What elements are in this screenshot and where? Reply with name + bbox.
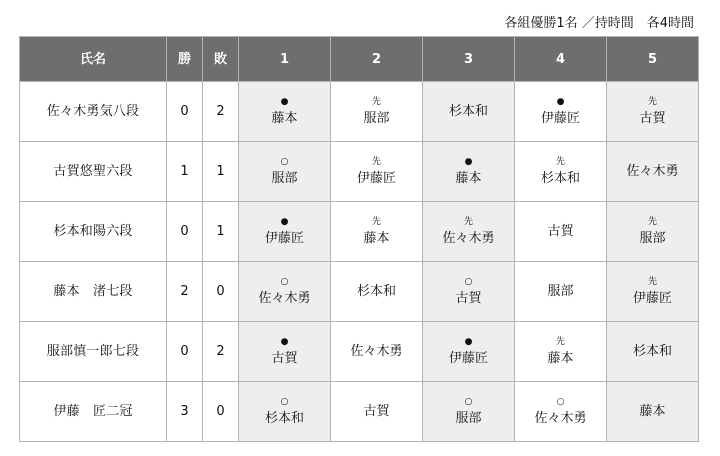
game-cell bbox=[239, 202, 331, 262]
game-mark: ○ bbox=[464, 276, 473, 287]
player-wins: 0 bbox=[167, 322, 203, 382]
player-losses: 0 bbox=[203, 382, 239, 442]
player-name: 藤本 渚七段 bbox=[20, 262, 167, 322]
game-opponent: 古賀 bbox=[271, 350, 298, 366]
game-opponent: 佐々木勇 bbox=[350, 344, 403, 359]
header-round-4: 4 bbox=[515, 37, 607, 82]
game-opponent: 古賀 bbox=[639, 110, 666, 126]
game-opponent: 杉本和 bbox=[448, 104, 488, 119]
game-cell bbox=[607, 262, 699, 322]
game-cell bbox=[239, 142, 331, 202]
game-opponent: 藤本 bbox=[271, 110, 298, 126]
game-cell bbox=[607, 202, 699, 262]
player-wins: 0 bbox=[167, 202, 203, 262]
player-wins: 0 bbox=[167, 82, 203, 142]
league-table bbox=[19, 36, 699, 442]
game-cell bbox=[515, 142, 607, 202]
game-cell bbox=[239, 82, 331, 142]
game-mark: 先 bbox=[555, 336, 565, 347]
game-opponent: 佐々木勇 bbox=[626, 164, 679, 179]
game-cell bbox=[515, 262, 607, 322]
table-row bbox=[20, 202, 699, 262]
game-opponent: 服部 bbox=[455, 410, 482, 426]
game-cell bbox=[423, 142, 515, 202]
game-opponent: 佐々木勇 bbox=[442, 230, 495, 246]
player-name: 佐々木勇気八段 bbox=[20, 82, 167, 142]
game-opponent: 藤本 bbox=[455, 170, 482, 186]
game-cell bbox=[423, 322, 515, 382]
game-opponent: 伊藤匠 bbox=[264, 230, 304, 246]
game-mark: ● bbox=[280, 336, 289, 347]
game-mark: 先 bbox=[647, 276, 657, 287]
game-cell bbox=[423, 82, 515, 142]
table-row bbox=[20, 382, 699, 442]
game-opponent: 伊藤匠 bbox=[632, 290, 672, 306]
game-cell bbox=[607, 142, 699, 202]
game-opponent: 古賀 bbox=[363, 404, 390, 419]
player-losses: 0 bbox=[203, 262, 239, 322]
table-row bbox=[20, 322, 699, 382]
header-wins: 勝 bbox=[167, 37, 203, 82]
player-name: 伊藤 匠二冠 bbox=[20, 382, 167, 442]
game-mark: 先 bbox=[371, 156, 381, 167]
game-mark: 先 bbox=[647, 96, 657, 107]
game-opponent: 藤本 bbox=[639, 404, 666, 419]
game-mark: ○ bbox=[280, 276, 289, 287]
game-opponent: 藤本 bbox=[547, 350, 574, 366]
game-cell bbox=[331, 142, 423, 202]
game-mark: 先 bbox=[647, 216, 657, 227]
game-cell bbox=[423, 262, 515, 322]
player-wins: 3 bbox=[167, 382, 203, 442]
tournament-caption: 各組優勝1名 ／持時間 各4時間 bbox=[504, 16, 694, 31]
game-mark: ○ bbox=[556, 396, 565, 407]
game-cell bbox=[239, 382, 331, 442]
game-opponent: 古賀 bbox=[547, 224, 574, 239]
game-cell bbox=[239, 262, 331, 322]
game-opponent: 杉本和 bbox=[264, 410, 304, 426]
game-opponent: 杉本和 bbox=[356, 284, 396, 299]
header-name: 氏名 bbox=[20, 37, 167, 82]
game-mark: 先 bbox=[463, 216, 473, 227]
game-cell bbox=[331, 322, 423, 382]
player-wins: 1 bbox=[167, 142, 203, 202]
game-cell bbox=[607, 322, 699, 382]
header-round-5: 5 bbox=[607, 37, 699, 82]
game-opponent: 伊藤匠 bbox=[448, 350, 488, 366]
game-mark: 先 bbox=[555, 156, 565, 167]
game-cell bbox=[423, 382, 515, 442]
game-opponent: 服部 bbox=[363, 110, 390, 126]
player-name: 杉本和陽六段 bbox=[20, 202, 167, 262]
header-round-1: 1 bbox=[239, 37, 331, 82]
game-opponent: 佐々木勇 bbox=[258, 290, 311, 306]
table-row bbox=[20, 142, 699, 202]
game-cell bbox=[331, 202, 423, 262]
game-opponent: 服部 bbox=[547, 284, 574, 299]
header-round-3: 3 bbox=[423, 37, 515, 82]
player-losses: 2 bbox=[203, 322, 239, 382]
game-cell bbox=[331, 82, 423, 142]
game-cell bbox=[515, 82, 607, 142]
game-mark: ○ bbox=[464, 396, 473, 407]
game-mark: ○ bbox=[280, 396, 289, 407]
header-row bbox=[20, 37, 699, 82]
game-mark: ● bbox=[464, 156, 473, 167]
game-mark: ● bbox=[464, 336, 473, 347]
game-opponent: 藤本 bbox=[363, 230, 390, 246]
game-opponent: 佐々木勇 bbox=[534, 410, 587, 426]
game-mark: ● bbox=[556, 96, 565, 107]
game-mark: ● bbox=[280, 216, 289, 227]
player-name: 古賀悠聖六段 bbox=[20, 142, 167, 202]
table-row bbox=[20, 82, 699, 142]
header-round-2: 2 bbox=[331, 37, 423, 82]
header-losses: 敗 bbox=[203, 37, 239, 82]
game-opponent: 杉本和 bbox=[632, 344, 672, 359]
game-cell bbox=[607, 82, 699, 142]
game-mark: 先 bbox=[371, 216, 381, 227]
table-row bbox=[20, 262, 699, 322]
game-mark: ● bbox=[280, 96, 289, 107]
game-cell bbox=[331, 382, 423, 442]
game-cell bbox=[239, 322, 331, 382]
player-losses: 1 bbox=[203, 142, 239, 202]
player-name: 服部慎一郎七段 bbox=[20, 322, 167, 382]
game-cell bbox=[515, 382, 607, 442]
game-cell bbox=[423, 202, 515, 262]
game-cell bbox=[331, 262, 423, 322]
player-losses: 2 bbox=[203, 82, 239, 142]
game-opponent: 伊藤匠 bbox=[356, 170, 396, 186]
game-cell bbox=[515, 202, 607, 262]
game-opponent: 杉本和 bbox=[540, 170, 580, 186]
game-mark: 先 bbox=[371, 96, 381, 107]
game-cell bbox=[607, 382, 699, 442]
game-opponent: 服部 bbox=[639, 230, 666, 246]
player-losses: 1 bbox=[203, 202, 239, 262]
game-opponent: 服部 bbox=[271, 170, 298, 186]
game-opponent: 伊藤匠 bbox=[540, 110, 580, 126]
game-cell bbox=[515, 322, 607, 382]
game-mark: ○ bbox=[280, 156, 289, 167]
player-wins: 2 bbox=[167, 262, 203, 322]
game-opponent: 古賀 bbox=[455, 290, 482, 306]
